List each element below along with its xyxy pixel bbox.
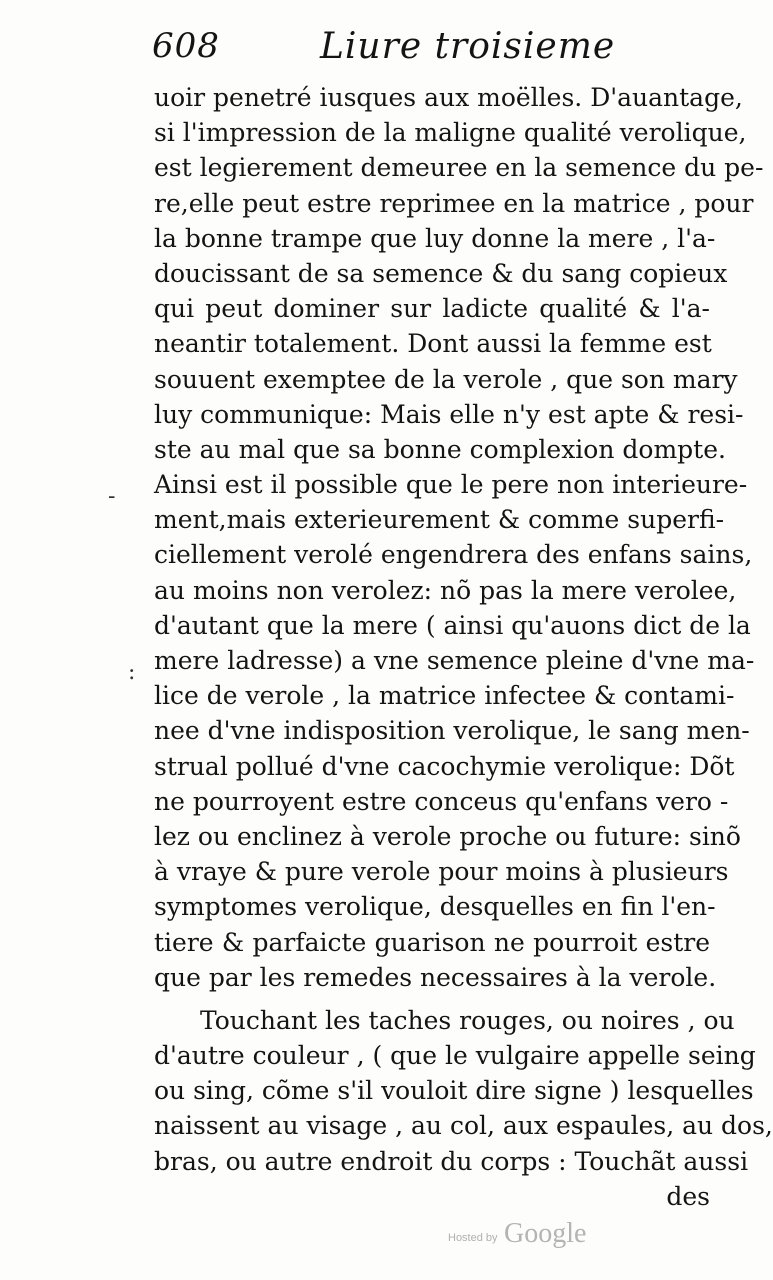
text-line: naissent au visage , au col, aux espaules, au dos, [154,1111,773,1141]
text-line: re,elle peut estre reprimee en la matrice , pour [154,188,754,218]
text-line: uoir penetré iusques aux moëlles. D'auantage, [154,83,743,112]
text-line: Touchant les taches rouges, ou noires , ou [200,1005,735,1035]
text-line: Ainsi est il possible que le pere non interieure- [154,470,748,500]
paragraph-gap [154,995,710,1003]
text-line: au moins non verolez: nõ pas la mere verolee, [154,575,737,605]
text-line: ou sing, cõme s'il vouloit dire signe ) lesquelles [154,1076,754,1106]
text-line: mere ladresse) a vne semence pleine d'vne ma- [154,646,755,675]
paragraph-2 [154,1003,773,1179]
text-line: que par les remedes necessaires à la verole. [154,962,717,992]
text-line: à vraye & pure verole pour moins à plusieurs [154,857,729,887]
text-line: la bonne trampe que luy donne la mere , l'a- [154,223,716,253]
text-line: qui peut dominer sur ladicte qualité & l'a- [154,294,710,324]
text-line: strual pollué d'vne cacochymie verolique: Dõt [154,751,735,781]
google-logo: Google [504,1218,587,1249]
text-line: bras, ou autre endroit du corps : Touchãt aussi [154,1146,749,1176]
text-line: nee d'vne indisposition verolique, le sang men- [154,716,750,746]
catchword: des [666,1181,710,1211]
text-line: tiere & parfaicte guarison ne pourroit estre [154,927,710,957]
text-line: d'autre couleur , ( que le vulgaire appelle seing [154,1041,756,1071]
text-line: ment,mais exterieurement & comme superfi- [154,505,725,535]
text-line: neantir totalement. Dont aussi la femme est [154,329,712,359]
text-line: si l'impression de la maligne qualité verolique, [154,118,747,148]
google-watermark [448,1218,608,1258]
margin-dot-mark: : [128,660,136,685]
text-line: ciellement verolé engendrera des enfans sains, [154,540,753,570]
text-line: lice de verole , la matrice infectee & contami- [154,681,735,711]
page-header [152,26,712,76]
text-line: souuent exemptee de la verole , que son mary [154,364,738,394]
text-line: ne pourroyent estre conceus qu'enfans vero - [154,786,729,816]
margin-dash-mark: - [108,484,116,509]
text-line: d'autant que la mere ( ainsi qu'auons dict de la [154,610,751,640]
paragraph-1 [154,80,764,995]
text-line: luy communique: Mais elle n'y est apte & resi- [154,399,744,429]
text-line: est legierement demeuree en la semence du pe- [154,153,764,183]
text-line: lez ou enclinez à verole proche ou future: sinõ [154,821,741,851]
text-line: ste au mal que sa bonne complexion dompte. [154,434,726,464]
text-line: symptomes verolique, desquelles en fin l'en- [154,892,716,922]
page-number: 608 [152,26,220,66]
text-line: doucissant de sa semence & du sang copieux [154,258,728,288]
body-text [154,80,773,1214]
watermark-hosted-by: Hosted by [448,1232,498,1244]
running-title: Liure troisieme [320,26,616,67]
